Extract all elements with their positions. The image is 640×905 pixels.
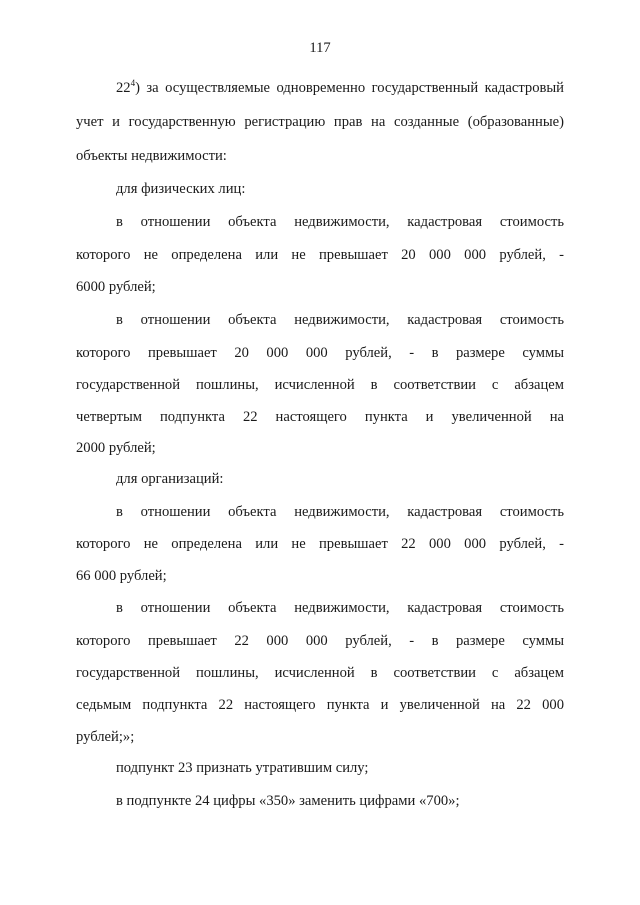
paragraph-line: в подпункте 24 цифры «350» заменить цифрами «700»; [116,793,460,809]
paragraph-line: седьмым подпункта 22 настоящего пункта и увеличенной на 22 000 [76,697,564,713]
paragraph-line: учет и государственную регистрацию прав на созданные (образованные) [76,114,564,130]
paragraph-line: которого превышает 22 000 000 рублей, - в размере суммы [76,633,564,649]
paragraph-line: для организаций: [116,471,224,487]
page-number: 117 [309,40,331,56]
paragraph-line [116,78,564,98]
item-number: 22 [116,80,131,96]
paragraph-line: которого не определена или не превышает 20 000 000 рублей, - [76,247,564,263]
item-superscript: 4 [130,78,136,88]
paragraph-line: подпункт 23 признать утратившим силу; [116,760,369,776]
line-text: ) за осуществляемые одновременно государственный кадастровый [135,80,564,96]
paragraph-line: объекты недвижимости: [76,148,227,164]
paragraph-line: в отношении объекта недвижимости, кадастровая стоимость [116,214,564,230]
paragraph-line: которого не определена или не превышает 22 000 000 рублей, - [76,536,564,552]
paragraph-line: государственной пошлины, исчисленной в соответствии с абзацем [76,377,564,393]
paragraph-line: которого превышает 20 000 000 рублей, - в размере суммы [76,345,564,361]
paragraph-line: 66 000 рублей; [76,568,167,584]
paragraph-line: в отношении объекта недвижимости, кадастровая стоимость [116,600,564,616]
paragraph-line: рублей;»; [76,729,135,745]
paragraph-line: четвертым подпункта 22 настоящего пункта и увеличенной на [76,409,564,425]
paragraph-line: для физических лиц: [116,181,246,197]
paragraph-line: 2000 рублей; [76,440,156,456]
paragraph-line: в отношении объекта недвижимости, кадастровая стоимость [116,312,564,328]
paragraph-line: 6000 рублей; [76,279,156,295]
paragraph-line: государственной пошлины, исчисленной в соответствии с абзацем [76,665,564,681]
paragraph-line: в отношении объекта недвижимости, кадастровая стоимость [116,504,564,520]
